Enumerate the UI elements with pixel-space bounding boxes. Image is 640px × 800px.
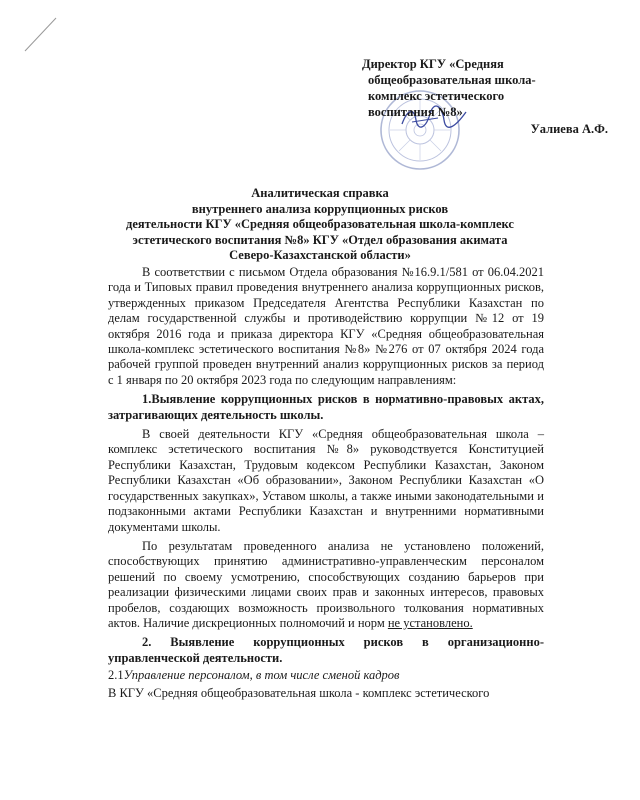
title-line: эстетического воспитания №8» КГУ «Отдел образования акимата bbox=[132, 232, 508, 247]
document-body bbox=[108, 265, 544, 705]
findings-conclusion: не установлено. bbox=[387, 615, 473, 630]
subsection-heading bbox=[108, 668, 544, 683]
scan-corner-mark bbox=[22, 14, 62, 54]
approval-line: общеобразовательная школа- bbox=[368, 73, 536, 87]
continuation-line: В КГУ «Средняя общеобразовательная школа - комплекс эстетического bbox=[108, 685, 490, 700]
title-line: Северо-Казахстанской области» bbox=[229, 248, 411, 262]
approval-line: комплекс эстетического bbox=[368, 89, 505, 103]
section-1-paragraph: В своей деятельности КГУ «Средняя общеобразовательная школа – комплекс эстетического воспитания №8» руководствуется Конституцией Республики Казахстан, Трудовым кодексом Республики Казахстан, Законом Республики Казахстан «Об образовании», Законом Республики Казахстан «О государственных закупках», Уставом школы, а также иными законодательными и подзаконными актами Республики Казахстан и внутренними нормативными документами школы. bbox=[108, 427, 544, 534]
intro-paragraph: В соответствии с письмом Отдела образования №16.9.1/581 от 06.04.2021 года и Типовых правил проведения внутреннего анализа коррупционных рисков, утвержденных приказом Председателя Агентства Республики Казахстан по делам государственной службы и противодействию коррупции №12 от 19 октября 2016 года и приказа директора КГУ «Средняя общеобразовательная школа-комплекс эстетического воспитания №8» №276 от 07 октября 2024 года рабочей группой проведен внутренний анализ коррупционных рисков за период с 1 января по 20 октября 2023 года по следующим направлениям: bbox=[108, 265, 544, 387]
section-1-findings-paragraph bbox=[108, 539, 544, 631]
section-heading-1: 1.Выявление коррупционных рисков в нормативно-правовых актах, затрагивающих деятельность школы. bbox=[108, 392, 544, 422]
title-line: Аналитическая справка bbox=[251, 186, 389, 200]
approval-signer-name: Уалиева А.Ф. bbox=[530, 122, 608, 136]
approval-block bbox=[362, 56, 622, 137]
findings-text: По результатам проведенного анализа не установлено положений, способствующих принятию административно-управленческим персоналом решений по своему усмотрению, способствующих созданию барьеров при реализации физическими лицами своих прав и законных интересов, правовых пробелов, создающих возможность произвольного толкования нормативных актов. Наличие дискреционных полномочий и норм bbox=[108, 538, 544, 630]
title-line: деятельности КГУ «Средняя общеобразовательная школа-комплекс bbox=[126, 217, 514, 231]
approval-line: воспитания №8» bbox=[368, 105, 463, 119]
approval-line: Директор КГУ «Средняя bbox=[362, 57, 504, 71]
title-line: внутреннего анализа коррупционных рисков bbox=[191, 201, 449, 216]
subsection-number: 2.1 bbox=[108, 668, 124, 683]
document-title bbox=[100, 186, 540, 264]
section-heading-2: 2. Выявление коррупционных рисков в организационно-управленческой деятельности. bbox=[108, 635, 544, 665]
subsection-title: Управление персоналом, в том числе сменой кадров bbox=[123, 668, 400, 683]
